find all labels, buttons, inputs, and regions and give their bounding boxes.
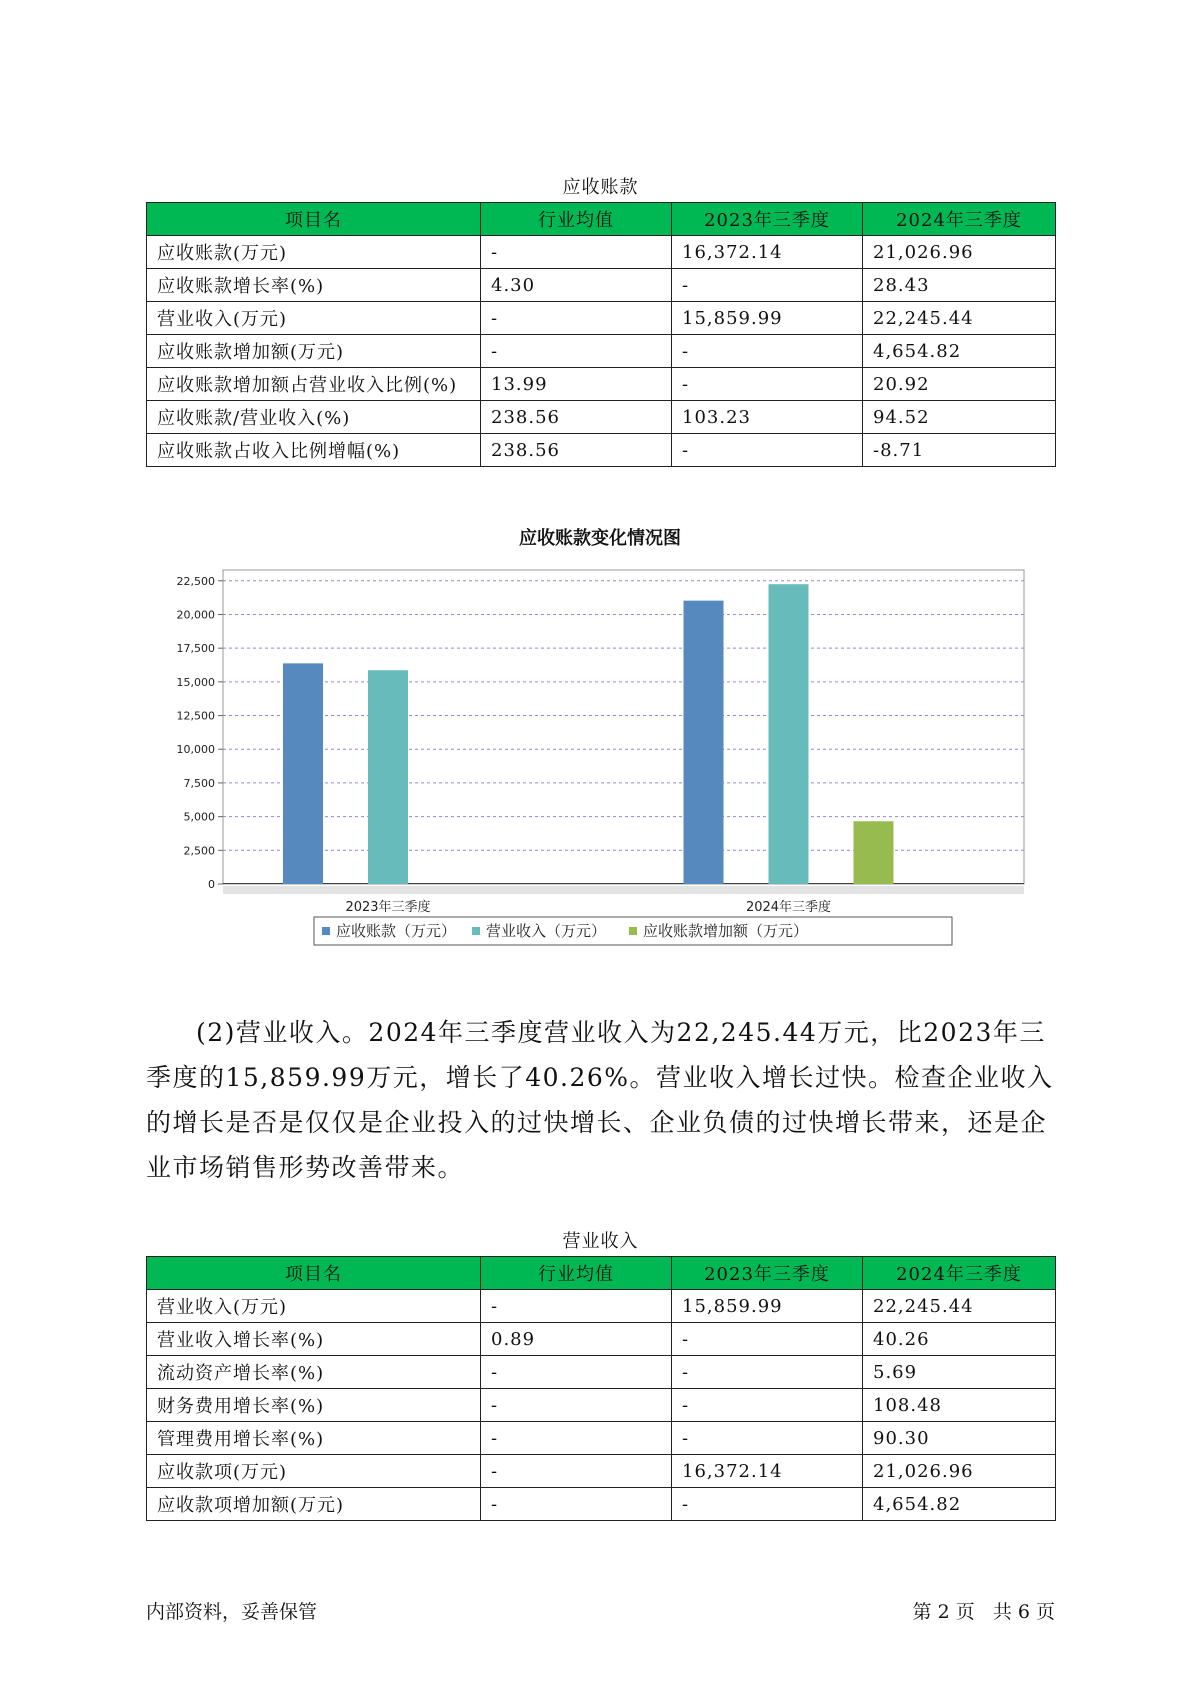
header-2023q3: 2023年三季度 (672, 203, 863, 236)
header-item-name: 项目名 (147, 203, 481, 236)
header-industry-avg: 行业均值 (481, 1257, 672, 1290)
table-cell: 4,654.82 (863, 335, 1056, 368)
y-tick-label: 17,500 (176, 642, 215, 656)
x-axis-labels (345, 899, 831, 915)
table2-body (147, 1290, 1056, 1521)
table-cell: 财务费用增长率(%) (147, 1389, 481, 1422)
table-cell: 5.69 (863, 1356, 1056, 1389)
legend-label: 营业收入（万元） (486, 922, 607, 940)
table-cell: 15,859.99 (672, 302, 863, 335)
header-2024q3: 2024年三季度 (863, 1257, 1056, 1290)
legend-swatch (629, 927, 637, 935)
table-cell: 应收款项增加额(万元) (147, 1488, 481, 1521)
table-cell: 103.23 (672, 401, 863, 434)
table-cell: 应收账款(万元) (147, 236, 481, 269)
y-axis-ticks (177, 575, 224, 891)
table-row (147, 1323, 1056, 1356)
table-row (147, 1422, 1056, 1455)
plot-area (223, 570, 1024, 884)
table-cell: 22,245.44 (863, 302, 1056, 335)
table-cell: - (672, 269, 863, 302)
table-cell: -8.71 (863, 434, 1056, 467)
y-tick-label: 15,000 (176, 675, 215, 689)
chart-svg (146, 520, 1055, 970)
y-tick-label: 7,500 (183, 776, 215, 790)
table-cell: 营业收入增长率(%) (147, 1323, 481, 1356)
y-tick-label: 10,000 (176, 743, 215, 757)
y-tick-label: 5,000 (183, 810, 215, 824)
table-row (147, 1455, 1056, 1488)
table-cell: - (672, 1488, 863, 1521)
table-cell: - (481, 1389, 672, 1422)
header-industry-avg: 行业均值 (481, 203, 672, 236)
header-item-name: 项目名 (147, 1257, 481, 1290)
table-cell: 20.92 (863, 368, 1056, 401)
table-header-row (147, 1257, 1056, 1290)
table-cell: 应收账款增长率(%) (147, 269, 481, 302)
table-cell: 90.30 (863, 1422, 1056, 1455)
table-row (147, 1488, 1056, 1521)
table-row (147, 335, 1056, 368)
y-tick-label: 20,000 (176, 608, 215, 622)
table-cell: - (481, 1290, 672, 1323)
legend-label: 应收账款（万元） (336, 922, 457, 940)
table-cell: 21,026.96 (863, 1455, 1056, 1488)
table-header-row (147, 203, 1056, 236)
bar-0-1 (368, 670, 408, 884)
table-cell: 应收账款增加额(万元) (147, 335, 481, 368)
table-cell: 22,245.44 (863, 1290, 1056, 1323)
table-cell: - (672, 1323, 863, 1356)
legend-label: 应收账款增加额（万元） (643, 922, 809, 940)
table-cell: - (481, 1488, 672, 1521)
table2-caption: 营业收入 (562, 1231, 639, 1252)
table-cell: 应收账款占收入比例增幅(%) (147, 434, 481, 467)
table-cell: 应收账款/营业收入(%) (147, 401, 481, 434)
table-cell: 21,026.96 (863, 236, 1056, 269)
receivables-chart (146, 520, 1055, 970)
table-cell: 94.52 (863, 401, 1056, 434)
y-tick-label: 12,500 (176, 709, 215, 723)
table-cell: 15,859.99 (672, 1290, 863, 1323)
table1-caption: 应收账款 (562, 177, 639, 198)
table-row (147, 1356, 1056, 1389)
receivables-table (146, 202, 1056, 467)
y-tick-label: 2,500 (183, 844, 215, 858)
table-row (147, 236, 1056, 269)
bar-1-2 (854, 821, 894, 884)
x-tick-label: 2023年三季度 (345, 900, 431, 915)
table-cell: - (481, 1356, 672, 1389)
chart-title: 应收账款变化情况图 (519, 528, 681, 549)
legend-swatch (472, 927, 480, 935)
table-cell: 0.89 (481, 1323, 672, 1356)
bar-1-0 (684, 601, 724, 884)
table-cell: - (481, 236, 672, 269)
table-row (147, 401, 1056, 434)
table-cell: - (481, 335, 672, 368)
bar-0-0 (283, 663, 323, 884)
table-cell: - (481, 1455, 672, 1488)
table-cell: - (481, 302, 672, 335)
table-cell: 4,654.82 (863, 1488, 1056, 1521)
table-cell: 16,372.14 (672, 1455, 863, 1488)
table-cell: 238.56 (481, 434, 672, 467)
table-cell: 营业收入(万元) (147, 1290, 481, 1323)
table-cell: 16,372.14 (672, 236, 863, 269)
table-cell: - (672, 1356, 863, 1389)
table-cell: 238.56 (481, 401, 672, 434)
table-cell: - (672, 335, 863, 368)
table-cell: - (672, 1422, 863, 1455)
table-cell: - (672, 1389, 863, 1422)
x-tick-label: 2024年三季度 (745, 900, 832, 915)
legend (314, 917, 952, 945)
table-cell: 13.99 (481, 368, 672, 401)
table-cell: 108.48 (863, 1389, 1056, 1422)
table-cell: 应收款项(万元) (147, 1455, 481, 1488)
table-row (147, 1389, 1056, 1422)
table-cell: - (672, 434, 863, 467)
table-row (147, 269, 1056, 302)
header-2023q3: 2023年三季度 (672, 1257, 863, 1290)
table-cell: - (481, 1422, 672, 1455)
table-row (147, 368, 1056, 401)
y-tick-label: 0 (208, 878, 215, 891)
table-cell: 管理费用增长率(%) (147, 1422, 481, 1455)
y-tick-label: 22,500 (176, 574, 215, 588)
table-cell: 应收账款增加额占营业收入比例(%) (147, 368, 481, 401)
table-cell: 28.43 (863, 269, 1056, 302)
table-cell: 40.26 (863, 1323, 1056, 1356)
table-row (147, 302, 1056, 335)
table-row (147, 1290, 1056, 1323)
header-2024q3: 2024年三季度 (863, 203, 1056, 236)
x-axis-band (223, 886, 1024, 894)
footer-confidential: 内部资料，妥善保管 (146, 1601, 318, 1623)
bar-1-1 (769, 584, 809, 884)
footer-page-number: 第 2 页 共 6 页 (912, 1601, 1055, 1623)
revenue-paragraph: (2)营业收入。2024年三季度营业收入为22,245.44万元，比2023年三季度的15,859.99万元，增长了40.26%。营业收入增长过快。检查企业收入的增长是否是仅仅是企业投入的过快增长、企业负债的过快增长带来，还是企业市场销售形势改善带来。 (146, 1018, 1054, 1182)
table1-body (147, 236, 1056, 467)
table-cell: 4.30 (481, 269, 672, 302)
table-cell: 营业收入(万元) (147, 302, 481, 335)
table-row (147, 434, 1056, 467)
table-cell: 流动资产增长率(%) (147, 1356, 481, 1389)
table-cell: - (672, 368, 863, 401)
legend-swatch (322, 927, 330, 935)
revenue-table (146, 1256, 1056, 1521)
